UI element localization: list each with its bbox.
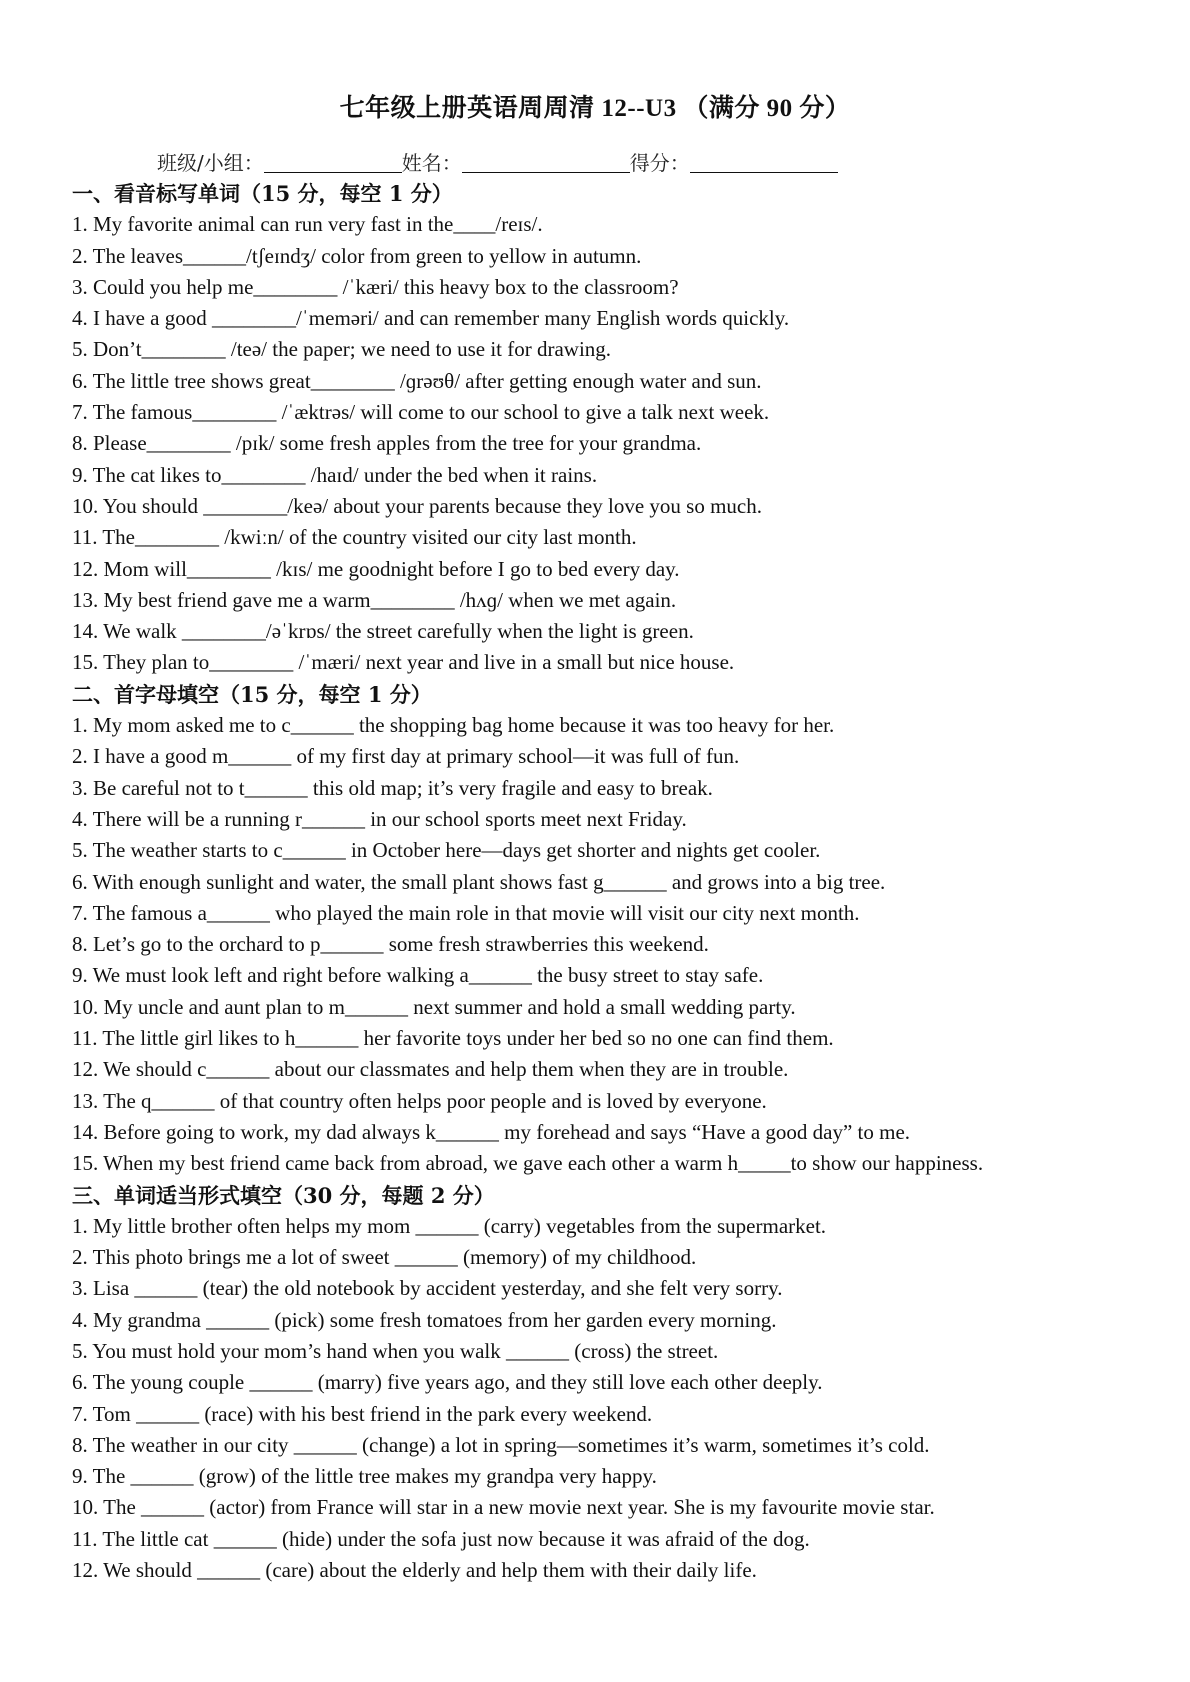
class-blank[interactable] bbox=[264, 154, 402, 173]
question-item: 1. My little brother often helps my mom ______ (carry) vegetables from the supermarket. bbox=[72, 1213, 827, 1238]
question-item: 13. My best friend gave me a warm________ /hʌɡ/ when we met again. bbox=[72, 587, 677, 612]
question-item: 8. Please________ /pɪk/ some fresh apples from the tree for your grandma. bbox=[72, 431, 702, 456]
question-item: 11. The________ /kwiːn/ of the country visited our city last month. bbox=[72, 525, 637, 550]
score-label: 得分： bbox=[629, 151, 690, 175]
name-blank[interactable] bbox=[462, 154, 630, 173]
question-item: 5. You must hold your mom’s hand when you walk ______ (cross) the street. bbox=[72, 1338, 719, 1363]
question-item: 9. We must look left and right before walking a______ the busy street to stay safe. bbox=[72, 963, 764, 988]
question-item: 8. The weather in our city ______ (change) a lot in spring—sometimes it’s warm, sometimes it’s cold. bbox=[72, 1432, 930, 1457]
question-item: 1. My favorite animal can run very fast in the____/reɪs/. bbox=[72, 212, 543, 237]
question-item: 12. We should ______ (care) about the elderly and help them with their daily life. bbox=[72, 1558, 757, 1583]
section-heading-1: 一、看音标写单词（15 分，每空 1 分） bbox=[72, 181, 453, 206]
question-item: 13. The q______ of that country often helps poor people and is loved by everyone. bbox=[72, 1088, 767, 1113]
question-item: 3. Be careful not to t______ this old map; it’s very fragile and easy to break. bbox=[72, 775, 713, 800]
name-label: 姓名： bbox=[401, 151, 462, 175]
question-item: 3. Lisa ______ (tear) the old notebook by accident yesterday, and she felt very sorry. bbox=[72, 1276, 783, 1301]
section-heading-2: 二、首字母填空（15 分，每空 1 分） bbox=[72, 681, 432, 707]
class-label: 班级/小组： bbox=[157, 151, 264, 175]
question-item: 2. This photo brings me a lot of sweet ______ (memory) of my childhood. bbox=[72, 1245, 697, 1270]
question-item: 4. My grandma ______ (pick) some fresh tomatoes from her garden every morning. bbox=[72, 1307, 777, 1332]
question-item: 14. Before going to work, my dad always k______ my forehead and says “Have a good day” to me. bbox=[72, 1119, 911, 1144]
question-item: 8. Let’s go to the orchard to p______ some fresh strawberries this weekend. bbox=[72, 932, 709, 957]
student-info-row bbox=[157, 147, 838, 176]
question-item: 10. My uncle and aunt plan to m______ next summer and hold a small wedding party. bbox=[72, 994, 796, 1019]
question-item: 6. The little tree shows great________ /ɡrəʊθ/ after getting enough water and sun. bbox=[72, 368, 762, 393]
question-item: 14. We walk ________/əˈkrɒs/ the street carefully when the light is green. bbox=[72, 619, 694, 644]
question-item: 1. My mom asked me to c______ the shopping bag home because it was too heavy for her. bbox=[72, 713, 835, 738]
question-item: 4. I have a good ________/ˈmeməri/ and can remember many English words quickly. bbox=[72, 306, 790, 331]
question-item: 11. The little girl likes to h______ her favorite toys under her bed so no one can find them. bbox=[72, 1026, 834, 1051]
question-item: 7. Tom ______ (race) with his best friend in the park every weekend. bbox=[72, 1401, 653, 1426]
question-item: 12. Mom will________ /kɪs/ me goodnight before I go to bed every day. bbox=[72, 556, 680, 581]
question-item: 6. The young couple ______ (marry) five years ago, and they still love each other deeply. bbox=[72, 1370, 823, 1395]
question-item: 15. They plan to________ /ˈmæri/ next year and live in a small but nice house. bbox=[72, 650, 735, 675]
question-item: 7. The famous a______ who played the main role in that movie will visit our city next month. bbox=[72, 900, 860, 925]
question-list bbox=[72, 178, 1182, 1586]
question-item: 5. Don’t________ /teə/ the paper; we need to use it for drawing. bbox=[72, 337, 612, 362]
question-item: 7. The famous________ /ˈæktrəs/ will come to our school to give a talk next week. bbox=[72, 400, 770, 425]
question-item: 2. I have a good m______ of my first day at primary school—it was full of fun. bbox=[72, 744, 740, 769]
question-item: 5. The weather starts to c______ in October here—days get shorter and nights get cooler. bbox=[72, 838, 821, 863]
question-item: 10. You should ________/keə/ about your parents because they love you so much. bbox=[72, 493, 762, 518]
question-item: 4. There will be a running r______ in our school sports meet next Friday. bbox=[72, 806, 687, 831]
question-item: 12. We should c______ about our classmates and help them when they are in trouble. bbox=[72, 1057, 789, 1082]
page-title: 七年级上册英语周周清 12--U3 （满分 90 分） bbox=[339, 95, 851, 122]
question-item: 3. Could you help me________ /ˈkæri/ this heavy box to the classroom? bbox=[72, 274, 679, 299]
question-item: 15. When my best friend came back from abroad, we gave each other a warm h_____to show our happiness. bbox=[72, 1151, 984, 1176]
question-item: 2. The leaves______/tʃeɪndʒ/ color from green to yellow in autumn. bbox=[72, 243, 642, 268]
question-item: 9. The cat likes to________ /haɪd/ under the bed when it rains. bbox=[72, 462, 598, 487]
question-item: 11. The little cat ______ (hide) under the sofa just now because it was afraid of the dog. bbox=[72, 1526, 810, 1551]
question-item: 6. With enough sunlight and water, the small plant shows fast g______ and grows into a big tree. bbox=[72, 869, 886, 894]
score-blank[interactable] bbox=[690, 154, 838, 173]
question-item: 10. The ______ (actor) from France will star in a new movie next year. She is my favourite movie star. bbox=[72, 1495, 935, 1520]
question-item: 9. The ______ (grow) of the little tree makes my grandpa very happy. bbox=[72, 1464, 657, 1489]
section-heading-3: 三、单词适当形式填空（30 分，每题 2 分） bbox=[72, 1182, 495, 1208]
